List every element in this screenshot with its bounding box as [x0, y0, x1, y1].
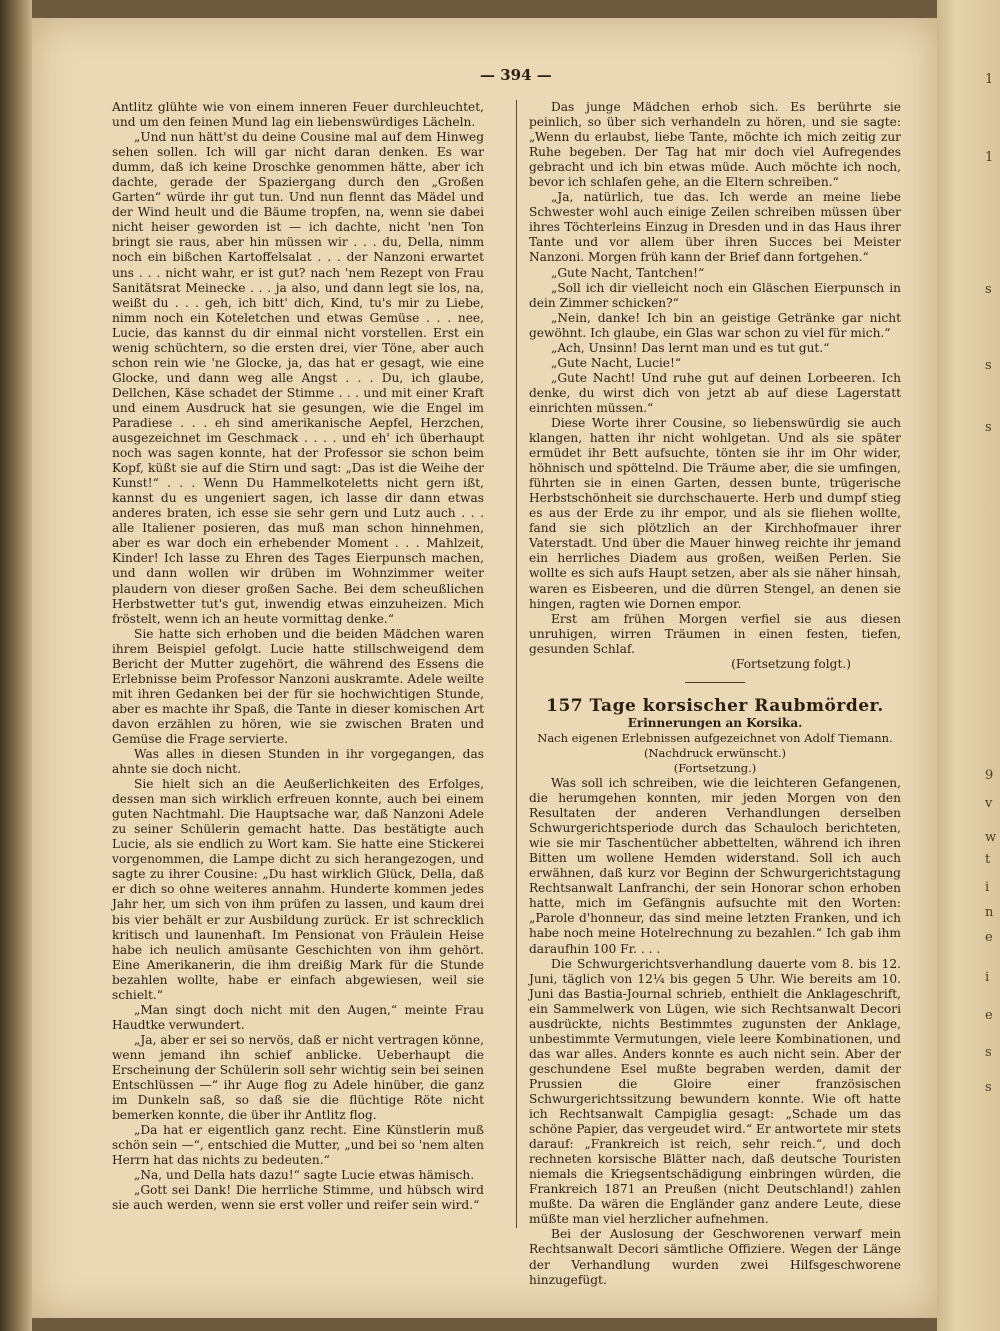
paragraph: Sie hatte sich erhoben und die beiden Mädchen waren ihrem Beispiel gefolgt. Lucie hatte stillschweigend dem Bericht der Mutter zugehört, die während des Essens die Erlebnisse beim Professor Nanzoni auskramte. Adele weilte mit ihren Gedanken bei der für sie hochwichtigen Stunde, aber es machte ihr Spaß, die Tante in dieser komischen Art davon erzählen zu hören, wie sie zwischen Braten und Gemüse die Frage servierte.	[112, 626, 484, 746]
paragraph: Erst am frühen Morgen verfiel sie aus diesen unruhigen, wirren Träumen in einen festen, tiefen, gesunden Schlaf.	[529, 611, 901, 656]
paragraph: Was alles in diesen Stunden in ihr vorgegangen, das ahnte sie doch nicht.	[112, 747, 484, 777]
continuation-note: (Fortsetzung folgt.)	[731, 656, 851, 671]
edge-letter: s	[985, 420, 992, 435]
paragraph: Diese Worte ihrer Cousine, so liebenswürdig sie auch klangen, hatten ihr nicht wohlgetan. Und als sie später ermüdet ihr Bett aufsuchte, tönten sie ihr im Ohr wider, höhnisch und spöttelnd. Die Träume aber, die sie umfingen, führten sie in einen Garten, dessen bunte, trügerische Herbstschönheit sie durchschauerte. Herb und dumpf stieg es aus der Erde zu ihr empor, und als sie fliehen wollte, fand sie sich plötzlich an der Kirchhofmauer ihrer Vaterstadt. Und über die Mauer hinweg reichte ihr jemand ein herrliches Diadem aus großen, weißen Perlen. Sie wollte es sich aufs Haupt setzen, aber als sie näher hinsah, waren es Eisbeeren, und die dürren Stengel, an denen sie hingen, ragten wie Dornen empor.	[529, 415, 901, 611]
edge-letter: 9	[985, 768, 994, 783]
paragraph: „Gute Nacht, Tantchen!“	[551, 265, 705, 280]
edge-letter: 1	[985, 72, 994, 87]
edge-letter: s	[985, 1080, 992, 1095]
edge-letter: e	[985, 1008, 993, 1023]
column-divider	[516, 100, 517, 1228]
paragraph: „Na, und Della hats dazu!“ sagte Lucie etwas hämisch.	[134, 1168, 475, 1183]
edge-letter: i	[985, 970, 990, 985]
paragraph: Antlitz glühte wie von einem inneren Feuer durchleuchtet, und um den feinen Mund lag ein liebenswürdiges Lächeln.	[112, 100, 484, 130]
edge-letter: i	[985, 880, 990, 895]
article-headline: 157 Tage korsischer Raubmörder.	[546, 695, 884, 716]
book-binding	[0, 0, 32, 1331]
right-column	[529, 100, 901, 1288]
edge-letter: s	[985, 282, 992, 297]
paragraph: Sie hielt sich an die Aeußerlichkeiten des Erfolges, dessen man sich wirklich erfreuen konnte, auch bei einem guten Nachtmahl. Die Hauptsache war, daß Nanzoni Adele zu seiner Schülerin gemacht hatte. Das bestätigte auch Lucie, als sie endlich zu Wort kam. Sie hatte eine Stickerei vorgenommen, die Lampe dicht zu sich herangezogen, und sagte zu ihrer Cousine: „Du hast wirklich Glück, Della, daß er dich so ohne weiteres annahm. Hunderte kommen jedes Jahr her, um sich von ihm prüfen zu lassen, und kaum drei bis vier behält er zur Ausbildung zurück. Er ist schrecklich kritisch und launenhaft. Im Pensionat von Fräulein Heise habe ich neulich amüsante Geschichten von ihm gehört. Eine Amerikanerin, die ihm dreißig Mark für die Stunde bezahlen wollte, habe er einfach abgewiesen, weil sie schielt.“	[112, 777, 484, 1002]
article-subheadline: Erinnerungen an Korsika.	[627, 715, 803, 730]
next-page-edge	[937, 0, 1000, 1331]
paragraph: „Ach, Unsinn! Das lernt man und es tut gut.“	[551, 340, 830, 355]
article-continuation: (Fortsetzung.)	[673, 760, 757, 775]
paragraph: „Und nun hätt'st du deine Cousine mal auf dem Hinweg sehen sollen. Ich will gar nicht daran denken. Es war dumm, daß ich keine Droschke genommen hätte, aber ich dachte, gerade der Spaziergang durch den „Großen Garten“ würde ihr gut tun. Und nun flennt das Mädel und der Wind heult und die Bäume tropfen, na, wenn sie dabei nicht heiser geworden ist — ich dachte, nicht 'nen Ton bringt sie raus, aber hin müssen wir . . . du, Della, nimm noch ein bißchen Kartoffelsalat . . . der Nanzoni erwartet uns . . . nicht wahr, er ist gut? nach 'nem Rezept von Frau Sanitätsrat Meinecke . . . ja also, und dann legt sie los, na, weißt du . . . geh, ich bitt' dich, Kind, tu's mir zu Liebe, nimm noch ein Koteletchen und etwas Gemüse . . . nee, Lucie, das kannst du dir einmal nicht vorstellen. Erst ein wenig schüchtern, so die ersten drei, vier Töne, aber auch schon rein wie 'ne Glocke, ja, das hat er gesagt, wie eine Glocke, und dann weg alle Angst . . . Du, ich glaube, Dellchen, Käse schadet der Stimme . . . und mit einer Kraft und einem Ausdruck hat sie gesungen, wie die Engel im Paradiese . . . eh sind amerikanische Aepfel, Herzchen, ausgezeichnet im Geschmack . . . . und eh' ich überhaupt noch was sagen konnte, hat der Professor sie schon beim Kopf, küßt sie auf die Stirn und sagt: „Das ist die Weihe der Kunst!“ . . . Wenn Du Hammelkoteletts nicht gern ißt, kannst du es ungeniert sagen, ich lasse dir dann etwas anderes braten, ich esse sie sehr gern und Lutz auch . . . alle Italiener posieren, das muß man schon hinnehmen, aber es war doch ein erhebender Moment . . . Mahlzeit, Kinder! Ich lasse zu Ehren des Tages Eierpunsch machen, und dann wollen wir drüben im Wohnzimmer weiter plaudern von dieser großen Sache. Bei dem scheußlichen Herbstwetter tut's gut, inwendig etwas einzuheizen. Mich fröstelt, wenn ich an heute vormittag denke.“	[112, 130, 484, 626]
paragraph: „Gute Nacht! Und ruhe gut auf deinen Lorbeeren. Ich denke, du wirst dich von jetzt ab auf diese Lagerstatt einrichten müssen.“	[529, 370, 901, 415]
paragraph: Das junge Mädchen erhob sich. Es berührte sie peinlich, so über sich verhandeln zu hören, und sie sagte: „Wenn du erlaubst, liebe Tante, möchte ich mich zeitig zur Ruhe begeben. Der Tag hat mir doch viel Aufregendes gebracht und ich bin etwas müde. Auch möchte ich noch, bevor ich schlafen gehe, an die Eltern schreiben.“	[529, 100, 901, 190]
edge-letter: e	[985, 930, 993, 945]
reprint-note: (Nachdruck erwünscht.)	[643, 745, 787, 760]
page-number: — 394 —	[480, 66, 552, 84]
edge-letter: s	[985, 1045, 992, 1060]
edge-letter: t	[985, 852, 991, 867]
paragraph: „Gott sei Dank! Die herrliche Stimme, und hübsch wird sie auch werden, wenn sie erst voller und reifer sein wird.“	[112, 1183, 484, 1213]
edge-letter: s	[985, 358, 992, 373]
paragraph: „Man singt doch nicht mit den Augen,“ meinte Frau Haudtke verwundert.	[112, 1002, 484, 1032]
paragraph: „Gute Nacht, Lucie!“	[551, 355, 682, 370]
paragraph: Die Schwurgerichtsverhandlung dauerte vom 8. bis 12. Juni, täglich von 12¼ bis gegen 5 Uhr. Wie bereits am 10. Juni das Bastia-Journal schrieb, enthielt die Anklageschrift, ein Sammelwerk von Lügen, wie sich Rechtsanwalt Decori ausdrückte, nichts Bestimmtes zugunsten der Anklage, unbestimmte Vermutungen, viele leere Kombinationen, und das war alles. Anders konnte es auch nicht sein. Aber der geschundene Esel mußte begraben werden, damit der Prussien die Gloire einer französischen Schwurgerichtssitzung bewundern konnte. Wie oft hatte ich Rechtsanwalt Campiglia gesagt: „Schade um das schöne Papier, das vergeudet wird.“ Er antwortete mir stets darauf: „Frankreich ist reich, sehr reich.“, und doch rechneten korsische Blätter nach, daß deutsche Touristen niemals die Kriegsentschädigung einbringen würden, die Frankreich 1871 an Preußen (nicht Deutschland!) zahlen mußte. Da wären die Engländer ganz andere Leute, diese müßte man viel herzlicher aufnehmen.	[529, 956, 901, 1227]
edge-letter: v	[985, 796, 993, 811]
edge-letter: 1	[985, 150, 994, 165]
edge-letter: w	[985, 830, 997, 845]
paragraph: Was soll ich schreiben, wie die leichteren Gefangenen, die herumgehen konnten, mir jeden Morgen von den Resultaten der anderen Verhandlungen derselben Schwurgerichtsperiode durch das Schauloch berichteten, wie sie mir Taschentücher abbettelten, während ich ihren Bitten um wollene Hemden widerstand. Soll ich auch erwähnen, daß kurz vor Beginn der Schwurgerichtstagung Rechtsanwalt Lanfranchi, der sein Honorar schon erhoben hatte, mich im Gefängnis aufsuchte mit den Worten: „Parole d'honneur, das sind meine letzten Franken, und ich habe noch meine Hotelrechnung zu bezahlen.“ Ich gab ihm daraufhin 100 Fr. . . .	[529, 776, 901, 956]
left-column	[112, 100, 484, 1213]
paragraph: „Ja, aber er sei so nervös, daß er nicht vertragen könne, wenn jemand ihn schief anblicke. Ueberhaupt die Erscheinung der Schülerin soll sehr wichtig sein bei seinen Entschlüssen —“ ihr Auge flog zu Adele hinüber, die ganz im Dunkeln saß, so daß sie die flüchtige Röte nicht bemerken konnte, die über ihr Antlitz flog.	[112, 1032, 484, 1123]
paragraph: Bei der Auslosung der Geschworenen verwarf mein Rechtsanwalt Decori sämtliche Offiziere. Wegen der Länge der Verhandlung wurden zwei Hilfsgeschworene hinzugefügt.	[529, 1227, 901, 1287]
paragraph: „Da hat er eigentlich ganz recht. Eine Künstlerin muß schön sein —“, entschied die Mutter, „und bei so 'nem alten Herrn hat das nichts zu bedeuten.“	[112, 1123, 484, 1168]
paragraph: „Nein, danke! Ich bin an geistige Getränke gar nicht gewöhnt. Ich glaube, ein Glas war schon zu viel für mich.“	[529, 310, 901, 340]
edge-letter: n	[985, 905, 994, 920]
article-byline: Nach eigenen Erlebnissen aufgezeichnet von Adolf Tiemann.	[537, 730, 893, 745]
paragraph: „Ja, natürlich, tue das. Ich werde an meine liebe Schwester wohl auch einige Zeilen schreiben müssen über ihres Töchterleins Einzug in Dresden und in das Haus ihrer Tante und vor allem über ihren Succes bei Meister Nanzoni. Morgen früh kann der Brief dann fortgehen.“	[529, 190, 901, 265]
paragraph: „Soll ich dir vielleicht noch ein Gläschen Eierpunsch in dein Zimmer schicken?“	[529, 280, 901, 310]
section-rule	[685, 682, 745, 683]
